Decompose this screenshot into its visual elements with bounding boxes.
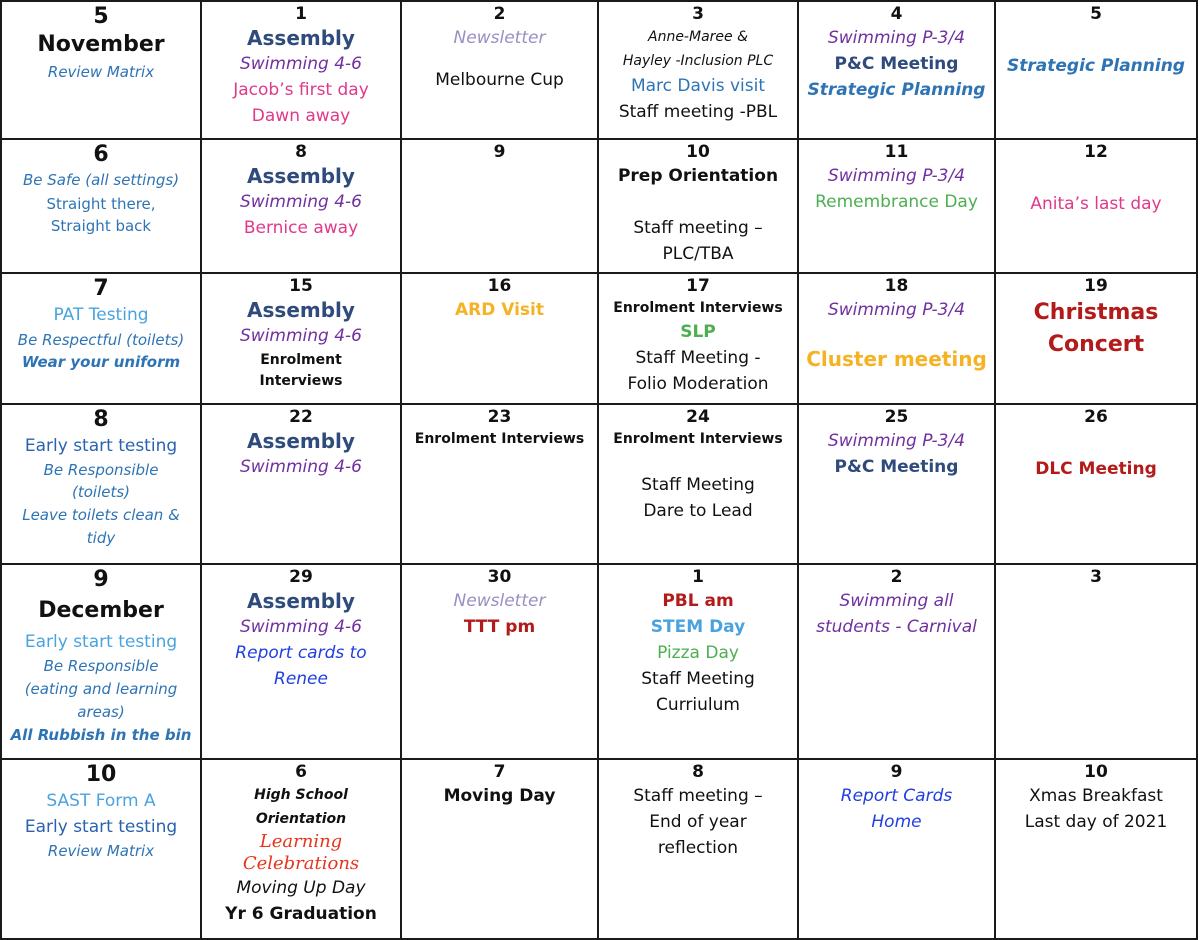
day-date: 9: [890, 762, 903, 782]
day-date: 3: [692, 4, 704, 24]
week-note: Review Matrix: [47, 842, 155, 860]
day-date: 25: [884, 407, 909, 427]
week-number: 9: [93, 567, 109, 592]
day-date: 22: [289, 407, 313, 427]
event: PLC/TBA: [662, 244, 734, 264]
day-cell: [598, 564, 798, 759]
day-cell: [995, 759, 1197, 939]
event: PBL am: [662, 591, 734, 611]
event: Learning: [259, 831, 343, 852]
week-note: tidy: [86, 529, 116, 547]
week-row: [1, 404, 1197, 564]
day-cell: [201, 1, 401, 139]
event: Swimming 4-6: [240, 54, 362, 74]
week-note: Review Matrix: [47, 63, 155, 81]
day-cell: [995, 564, 1197, 759]
day-cell: [798, 273, 995, 404]
week-number: 6: [93, 142, 109, 167]
event: Report cards to: [235, 643, 367, 663]
event: Yr 6 Graduation: [225, 904, 377, 924]
day-date: 2: [493, 4, 506, 24]
day-cell: [598, 273, 798, 404]
week-note: Straight back: [50, 217, 152, 235]
day-cell: [201, 273, 401, 404]
event: Pizza Day: [657, 643, 739, 663]
event: Assembly: [247, 298, 355, 322]
event: Moving Day: [443, 786, 556, 806]
event: Strategic Planning: [807, 80, 986, 100]
day-cell: [995, 139, 1197, 273]
week-note: Early start testing: [24, 436, 178, 456]
event: Swimming all: [839, 591, 954, 611]
event: Christmas: [1033, 300, 1159, 325]
day-date: 15: [289, 276, 313, 296]
event: Renee: [274, 669, 328, 689]
day-date: 1: [692, 567, 704, 587]
day-date: 18: [884, 276, 909, 296]
day-cell: [401, 759, 598, 939]
event: Swimming P-3/4: [827, 28, 966, 48]
day-date: 16: [487, 276, 512, 296]
event: Dare to Lead: [643, 501, 753, 521]
day-cell: [401, 139, 598, 273]
day-cell: [798, 564, 995, 759]
day-date: 19: [1084, 276, 1108, 296]
day-date: 12: [1084, 142, 1108, 162]
day-date: 8: [295, 142, 307, 162]
week-note: (toilets): [71, 483, 131, 501]
event: Swimming P-3/4: [827, 431, 966, 451]
event: Swimming 4-6: [240, 617, 362, 637]
event: Anne-Maree &: [648, 29, 748, 45]
event: P&C Meeting: [834, 457, 959, 477]
week-note: areas): [77, 703, 125, 721]
day-date: 1: [295, 4, 307, 24]
week-cell: [1, 139, 201, 273]
week-row: [1, 273, 1197, 404]
event: reflection: [657, 838, 739, 858]
event: Staff meeting -PBL: [618, 102, 778, 122]
day-date: 11: [884, 142, 909, 162]
event: Dawn away: [251, 106, 351, 126]
week-note: Straight there,: [46, 195, 156, 213]
week-number: 8: [93, 407, 109, 432]
event: Melbourne Cup: [435, 70, 564, 90]
event: Concert: [1047, 332, 1145, 357]
day-date: 10: [686, 142, 710, 162]
day-cell: [598, 1, 798, 139]
day-date: 7: [493, 762, 506, 782]
event: Jacob’s first day: [233, 80, 369, 100]
event: Enrolment Interviews: [414, 431, 585, 447]
day-cell: [995, 404, 1197, 564]
day-date: 3: [1090, 567, 1102, 587]
day-date: 2: [890, 567, 903, 587]
event: Staff Meeting: [641, 669, 755, 689]
week-note: Early start testing: [24, 632, 178, 652]
day-cell: [201, 139, 401, 273]
event: Xmas Breakfast: [1029, 786, 1163, 806]
week-cell: [1, 273, 201, 404]
week-row: [1, 139, 1197, 273]
event: Staff Meeting -: [635, 348, 761, 368]
week-note: Leave toilets clean &: [22, 506, 180, 524]
day-cell: [995, 273, 1197, 404]
day-cell: [798, 759, 995, 939]
week-row: [1, 759, 1197, 939]
event: Newsletter: [453, 28, 546, 48]
event: Anita’s last day: [1030, 194, 1162, 214]
day-date: 9: [493, 142, 506, 162]
event: Staff meeting –: [633, 218, 763, 238]
event: Curriulum: [656, 695, 740, 715]
week-note: (eating and learning: [24, 680, 178, 698]
event: Marc Davis visit: [630, 76, 766, 96]
day-cell: [201, 759, 401, 939]
event: Remembrance Day: [815, 192, 978, 212]
event: Swimming 4-6: [240, 192, 362, 212]
event: Cluster meeting: [806, 347, 987, 371]
week-note: Early start testing: [24, 817, 178, 837]
week-note: All Rubbish in the bin: [10, 726, 192, 744]
month-label: December: [38, 598, 164, 623]
event: Interviews: [259, 373, 343, 389]
event: Enrolment Interviews: [613, 300, 783, 316]
day-date: 4: [890, 4, 903, 24]
event: Prep Orientation: [617, 166, 779, 186]
week-note: Be Responsible: [43, 461, 159, 479]
event: High School: [254, 787, 348, 803]
event: Assembly: [247, 589, 355, 613]
day-cell: [598, 404, 798, 564]
event: students - Carnival: [816, 617, 977, 637]
week-cell: [1, 404, 201, 564]
event: Swimming 4-6: [240, 326, 362, 346]
week-row: [1, 1, 1197, 139]
event: Bernice away: [243, 218, 359, 238]
day-date: 24: [686, 407, 710, 427]
day-date: 29: [289, 567, 313, 587]
event: Assembly: [247, 164, 355, 188]
day-date: 6: [295, 762, 307, 782]
day-cell: [401, 564, 598, 759]
event: Swimming P-3/4: [827, 166, 966, 186]
event: ARD Visit: [454, 300, 545, 320]
day-date: 17: [686, 276, 710, 296]
event: Staff Meeting: [641, 475, 755, 495]
week-row: [1, 564, 1197, 759]
week-number: 5: [93, 4, 109, 29]
week-note: Be Safe (all settings): [22, 171, 180, 189]
day-cell: [798, 139, 995, 273]
event: STEM Day: [650, 617, 746, 637]
day-cell: [798, 1, 995, 139]
event: P&C Meeting: [834, 54, 959, 74]
day-cell: [598, 759, 798, 939]
week-note: Be Respectful (toilets): [17, 331, 185, 349]
event: Newsletter: [453, 591, 546, 611]
day-date: 8: [692, 762, 704, 782]
day-cell: [598, 139, 798, 273]
event: Report Cards: [840, 786, 953, 806]
week-cell: [1, 759, 201, 939]
week-number: 7: [93, 276, 109, 301]
event: Home: [871, 812, 922, 832]
day-date: 30: [487, 567, 512, 587]
day-date: 26: [1084, 407, 1108, 427]
month-label: November: [37, 32, 165, 57]
event: Swimming P-3/4: [827, 300, 966, 320]
day-cell: [401, 1, 598, 139]
week-cell: [1, 1, 201, 139]
day-cell: [401, 404, 598, 564]
day-date: 5: [1090, 4, 1102, 24]
event: Folio Moderation: [627, 374, 769, 394]
event: Swimming 4-6: [240, 457, 362, 477]
event: Enrolment: [260, 352, 342, 368]
event: DLC Meeting: [1035, 459, 1157, 479]
event: SLP: [680, 322, 716, 342]
day-cell: [798, 404, 995, 564]
event: Staff meeting –: [633, 786, 763, 806]
event: TTT pm: [463, 617, 536, 637]
week-note: PAT Testing: [53, 305, 149, 325]
day-date: 23: [487, 407, 512, 427]
event: Last day of 2021: [1024, 812, 1168, 832]
day-cell: [201, 564, 401, 759]
day-date: 10: [1084, 762, 1108, 782]
week-note: Be Responsible: [43, 657, 159, 675]
day-cell: [401, 273, 598, 404]
event: Hayley -Inclusion PLC: [622, 53, 774, 69]
event: Strategic Planning: [1007, 56, 1185, 76]
week-note: SAST Form A: [46, 791, 156, 811]
week-note: Wear your uniform: [21, 353, 181, 371]
event: Orientation: [255, 811, 347, 827]
day-cell: [995, 1, 1197, 139]
week-number: 10: [85, 762, 117, 787]
event: End of year: [649, 812, 747, 832]
day-cell: [201, 404, 401, 564]
event: Enrolment Interviews: [613, 431, 783, 447]
event: Celebrations: [242, 853, 360, 874]
week-cell: [1, 564, 201, 759]
event: Assembly: [247, 26, 355, 50]
event: Moving Up Day: [236, 878, 366, 898]
event: Assembly: [247, 429, 355, 453]
